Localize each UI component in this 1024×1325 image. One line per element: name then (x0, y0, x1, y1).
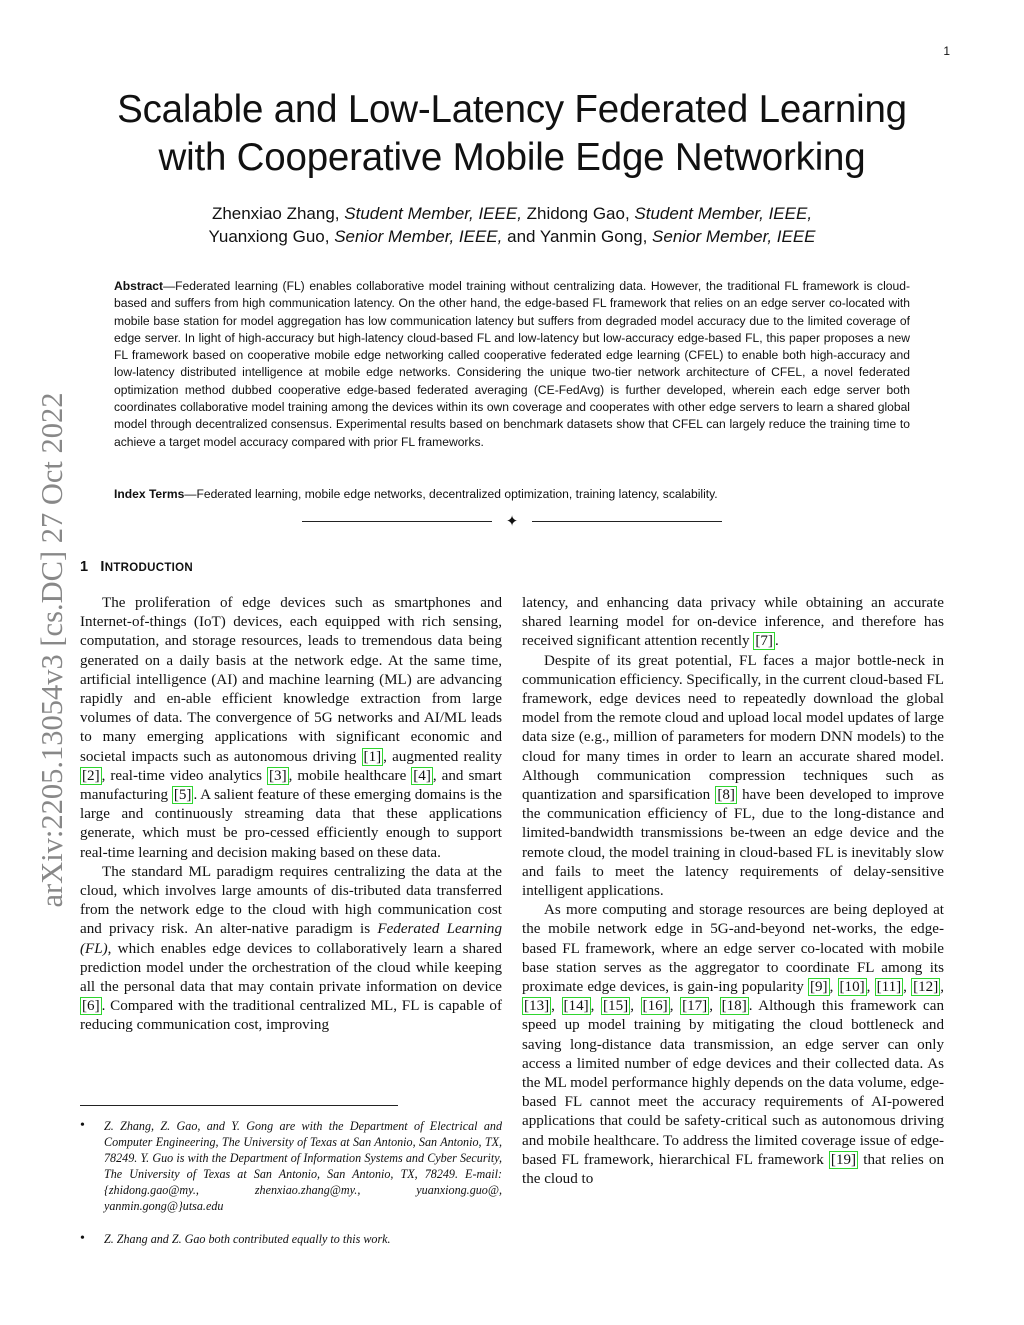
text-run: Despite of its great potential, FL faces a major bottle-neck in communication efficiency. Specifically, in the current cloud-based FL framework, edge devices need to repeatedly download the global model from the remote cloud and upload local model updates of large data size (e.g., million of parameters for modern DNN models) to the cloud for many times in order to learn an accurate shared model. Although communication compression techniques such as quantization and sparsification (522, 652, 944, 804)
footnote-rule (80, 1105, 398, 1106)
paragraph (522, 652, 944, 902)
title-line-1: Scalable and Low-Latency Federated Learning (117, 88, 907, 131)
abstract (114, 278, 910, 451)
footnote-text: Z. Zhang, Z. Gao, and Y. Gong are with the Department of Electrical and Computer Engineering, The University of Texas at San Antonio, San Antonio, TX, 78249. Y. Guo is with the Department of Information Systems and Cyber Security, The University of Texas at San Antonio, San Antonio, TX, 78249. E-mail: {zhidong.gao@my., zhenxiao.zhang@my., yuanxiong.guo@, yanmin.gong@}utsa.edu (104, 1119, 502, 1213)
page-number: 1 (943, 44, 950, 58)
citation-link[interactable]: [19] (830, 1151, 857, 1168)
author-name: and Yanmin Gong, (507, 227, 648, 246)
text-run: , mobile healthcare (288, 767, 412, 784)
citation-link[interactable]: [7] (755, 633, 773, 650)
author-line-2 (60, 225, 964, 248)
text-run: The standard ML paradigm requires centralizing the data at the cloud, which involves large amounts of dis-tributed data transferred from the network edge to the cloud with high communication cost and privacy risk. An alter-native paradigm is (80, 863, 502, 938)
author-role: Senior Member, IEEE (652, 227, 816, 246)
author-name: Zhidong Gao, (526, 204, 630, 223)
author-role: Senior Member, IEEE, (334, 227, 503, 246)
citation-link[interactable]: [10] (839, 979, 865, 996)
text-run: . Although this framework can speed up model training by mitigating the cloud bottleneck and saving long-distance data transmission, an edge server can only access a limited number of edge devices and their collected data. As the ML model performance highly depends on the data volume, edge-based FL cannot meet the accuracy requirements of AI-powered applications that could be safety-critical such as autonomous driving and mobile healthcare. To address the limited coverage issue of edge-based FL framework, hierarchical FL framework (522, 998, 944, 1168)
footnote (80, 1231, 502, 1247)
text-run: latency, and enhancing data privacy while obtaining an accurate shared learning model for on-device inference, and therefore has received significant attention recently (522, 595, 944, 650)
section-divider (300, 512, 724, 532)
paper-title (40, 86, 984, 182)
citation-link[interactable]: [9] (809, 979, 828, 996)
paragraph (522, 594, 944, 652)
citation-link[interactable]: [13] (524, 998, 550, 1015)
right-column (522, 594, 944, 1189)
author-name: Yuanxiong Guo, (208, 227, 330, 246)
bullet-icon: • (80, 1118, 85, 1133)
citation-link[interactable]: [6] (82, 998, 100, 1015)
bullet-icon: • (80, 1231, 85, 1246)
text-run: . Compared with the traditional centralized ML, FL is capable of reducing communication cost, improving (80, 998, 502, 1034)
citation-link[interactable]: [4] (413, 767, 431, 784)
author-list (60, 202, 964, 248)
citation-link[interactable]: [8] (717, 787, 735, 804)
citation-link[interactable]: [16] (642, 998, 668, 1015)
divider-rule-right (532, 521, 722, 522)
text-run: . A salient feature of these emerging domains is the large and continuously streaming data that these applications generate, which must be pro-cessed efficiently enough to support real-time learning and decision making based on these data. (80, 787, 502, 861)
text-run: that relies on the cloud to (522, 1151, 944, 1188)
index-terms (114, 486, 910, 503)
citation-link[interactable]: [3] (269, 767, 287, 784)
citation-link[interactable]: [14] (563, 998, 589, 1015)
text-run: , which enables edge devices to collaboratively learn a shared prediction model under the orchestration of the cloud while keeping all the personal data that may contain private information on device (80, 940, 502, 996)
citation-link[interactable]: [1] (363, 748, 382, 765)
arxiv-identifier: arXiv:2205.13054v3 [cs.DC] 27 Oct 2022 (35, 392, 69, 908)
abstract-label: Abstract (114, 279, 164, 293)
footnote (80, 1118, 502, 1214)
divider-rule-left (302, 521, 492, 522)
author-name: Zhenxiao Zhang, (211, 204, 340, 223)
left-column (80, 594, 502, 1036)
footnotes (80, 1118, 502, 1247)
text-run: As more computing and storage resources are being deployed at the mobile network edge in 5G-and-beyond net-works, the edge-based FL framework, where an edge server co-located with mobile base station serves as the aggregator to coordinate FL among its proximate edge devices, is gain-ing popularity (522, 902, 944, 996)
paragraph (80, 863, 502, 1036)
author-role: Student Member, IEEE, (344, 204, 522, 223)
text-run: , real-time video analytics (101, 767, 267, 784)
section-title-rest: NTRODUCTION (104, 562, 193, 574)
diamond-icon: ✦ (505, 513, 519, 530)
citation-link[interactable]: [11] (876, 979, 902, 996)
author-line-1 (60, 202, 964, 225)
citation-link[interactable]: [5] (173, 787, 192, 804)
citation-link[interactable]: [18] (721, 998, 747, 1015)
text-run: . (774, 633, 779, 650)
citation-link[interactable]: [15] (603, 998, 629, 1015)
paragraph: As more computing and storage resources are being deployed at the mobile network edge in 5G-and-beyond net-works, the edge-based FL framework, where an edge server co-located with mobile base station serves as the aggregator to coordinate FL among its proximate edge devices, is gain-ing popularity [9] , [10] , [11] , [12] , [13] , [14] , [15] , [16] , [17] , [18] . Although this framework can speed up model training by mitigating the cloud bottleneck and saving long-distance data transmission, an edge server can only access a limited number of edge devices and their collected data. As the ML model performance highly depends on the data volume, edge-based FL cannot meet the accuracy requirements of AI-powered applications that could be safety-critical such as autonomous driving and mobile healthcare. To address the limited coverage issue of edge-based FL framework, hierarchical FL framework [19] that relies on the cloud to (522, 902, 945, 1188)
section-number: 1 (80, 559, 89, 575)
text-run: have been developed to improve the communication efficiency of FL, due to the long-distance and limited-bandwidth transmissions be-tween an edge device and the remote cloud, the model training in cloud-based FL is inevitably slow and fails to meet the latency requirements of delay-sensitive intelligent applications. (522, 787, 944, 900)
title-line-2: with Cooperative Mobile Edge Networking (158, 136, 866, 179)
text-run: , and smart manufacturing (80, 767, 502, 804)
citation-link[interactable]: [17] (682, 998, 708, 1015)
citation-link[interactable]: [12] (913, 979, 939, 996)
index-terms-label: Index Terms (114, 487, 185, 501)
citation-link[interactable]: [2] (82, 767, 100, 784)
emphasis: Federated Learning (FL) (80, 921, 502, 957)
text-run: , augmented reality (383, 748, 502, 765)
footnote-text: Z. Zhang and Z. Gao both contributed equally to this work. (104, 1232, 391, 1246)
paragraph (80, 594, 502, 863)
section-heading (80, 559, 193, 575)
section-title-initial: I (100, 559, 105, 575)
index-terms-text: —Federated learning, mobile edge networks, decentralized optimization, training latency, scalability. (184, 487, 718, 501)
abstract-text: —Federated learning (FL) enables collaborative model training without centralizing data. However, the traditional FL framework is cloud-based and suffers from high communication latency. On the other hand, the edge-based FL framework that relies on an edge server co-located with mobile base station for model aggregation has low communication latency but suffers from degraded model accuracy due to the limited coverage of edge server. In light of high-accuracy but high-latency cloud-based FL and low-latency but low-accuracy edge-based FL, this paper proposes a new FL framework based on cooperative mobile edge networking called cooperative federated edge learning (CFEL) to enable both high-accuracy and low-latency distributed intelligence at mobile edge networks. Considering the unique two-tier network architecture of CFEL, a novel federated optimization method dubbed cooperative edge-based federated averaging (CE-FedAvg) is further developed, wherein each edge server both coordinates collaborative model training among the devices within its own coverage and cooperates with other edge servers to learn a shared global model through decentralized consensus. Experimental results based on benchmark datasets show that CFEL can largely reduce the training time to achieve a target model accuracy compared with prior FL frameworks. (114, 279, 910, 449)
text-run: The proliferation of edge devices such as smartphones and Internet-of-things (IoT) devices, each equipped with rich sensing, computation, and storage resources, leads to tremendous data being generated on a daily basis at the network edge. At the same time, artificial intelligence (AI) and machine learning (ML) are advancing rapidly and en-able efficient knowledge extraction from large volumes of data. The convergence of 5G networks and AI/ML leads to many emerging applications with significant economic and societal impacts such as autonomous driving (80, 595, 502, 765)
author-role: Student Member, IEEE, (634, 204, 813, 223)
